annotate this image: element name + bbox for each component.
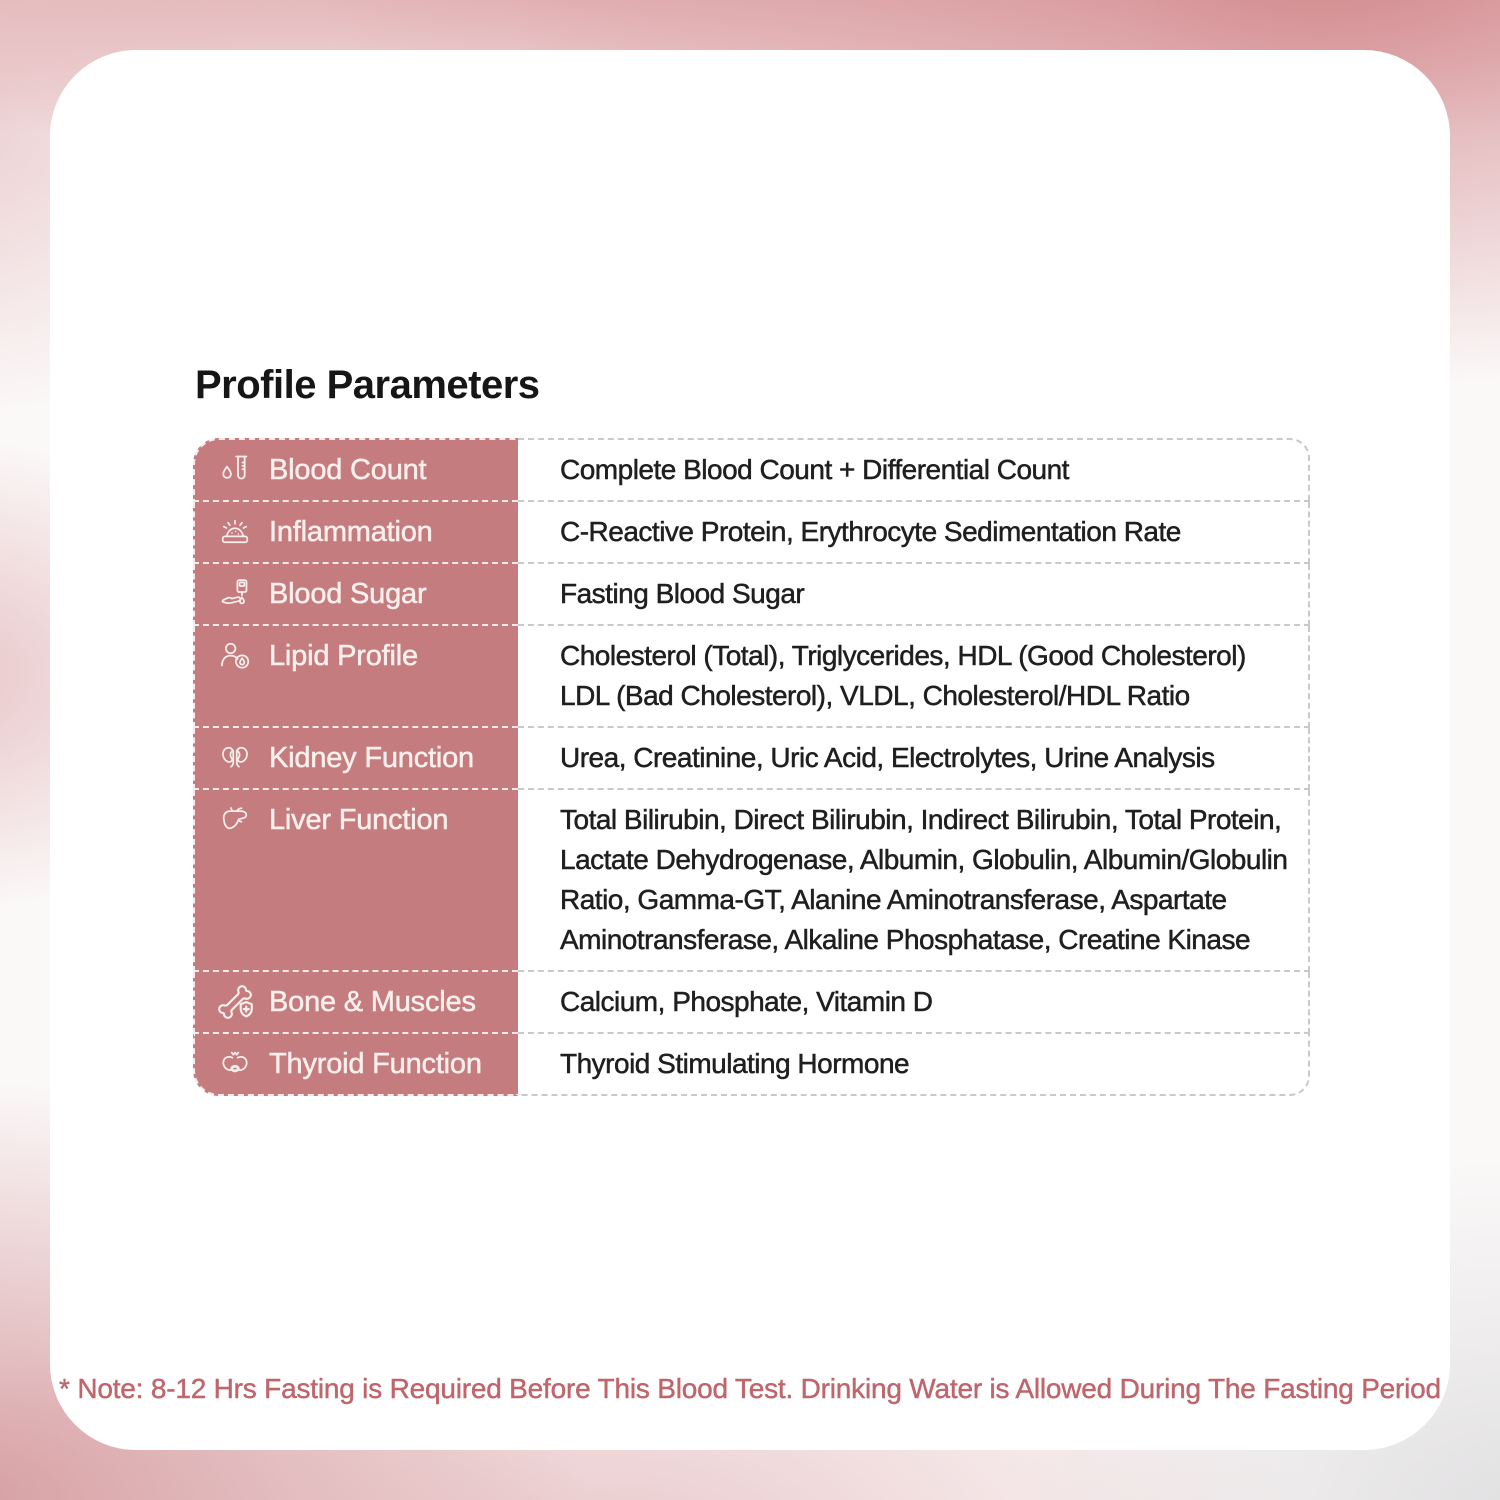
table-row-kidney-function bbox=[193, 728, 1310, 790]
category-description: Complete Blood Count + Differential Count bbox=[560, 454, 1069, 485]
category-label: Liver Function bbox=[269, 804, 449, 836]
person-lipid-icon bbox=[215, 637, 255, 675]
table-row-bone-muscles bbox=[193, 972, 1310, 1034]
category-label: Kidney Function bbox=[269, 742, 474, 774]
category-label: Blood Count bbox=[269, 454, 427, 486]
category-description: Fasting Blood Sugar bbox=[560, 578, 805, 609]
kidneys-icon bbox=[215, 739, 255, 777]
description-cell bbox=[518, 972, 1310, 1034]
category-description: Cholesterol (Total), Triglycerides, HDL (Good Cholesterol) LDL (Bad Cholesterol), VLDL, Cholesterol/HDL Ratio bbox=[560, 640, 1246, 711]
table-row-inflammation bbox=[193, 502, 1310, 564]
category-description: Total Bilirubin, Direct Bilirubin, Indirect Bilirubin, Total Protein, Lactate Dehydrogenase, Albumin, Globulin, Albumin/Globulin Ratio, Gamma-GT, Alanine Aminotransferase, Aspartate Aminotransferase, Alkaline Phosphatase, Creatine Kinase bbox=[560, 804, 1288, 955]
category-cell bbox=[193, 626, 518, 728]
table-row-thyroid-function bbox=[193, 1034, 1310, 1096]
category-cell bbox=[193, 972, 518, 1034]
category-description: C-Reactive Protein, Erythrocyte Sedimentation Rate bbox=[560, 516, 1181, 547]
category-cell bbox=[193, 790, 518, 972]
description-cell bbox=[518, 626, 1310, 728]
category-cell bbox=[193, 502, 518, 564]
inflammation-icon bbox=[215, 513, 255, 551]
category-cell bbox=[193, 728, 518, 790]
category-cell bbox=[193, 564, 518, 626]
category-description: Thyroid Stimulating Hormone bbox=[560, 1048, 910, 1079]
description-cell bbox=[518, 790, 1310, 972]
table-row-blood-count bbox=[193, 438, 1310, 502]
test-tube-icon bbox=[215, 451, 255, 489]
description-cell bbox=[518, 1034, 1310, 1096]
category-label: Lipid Profile bbox=[269, 640, 418, 672]
category-label: Inflammation bbox=[269, 516, 433, 548]
category-description: Calcium, Phosphate, Vitamin D bbox=[560, 986, 933, 1017]
category-label: Blood Sugar bbox=[269, 578, 427, 610]
category-label: Thyroid Function bbox=[269, 1048, 482, 1080]
glucometer-icon bbox=[215, 575, 255, 613]
thyroid-icon bbox=[215, 1045, 255, 1083]
description-cell bbox=[518, 502, 1310, 564]
category-cell bbox=[193, 1034, 518, 1096]
liver-icon bbox=[215, 801, 255, 839]
description-cell bbox=[518, 438, 1310, 502]
parameters-table bbox=[193, 438, 1310, 1096]
page-title: Profile Parameters bbox=[195, 363, 540, 407]
category-description: Urea, Creatinine, Uric Acid, Electrolytes, Urine Analysis bbox=[560, 742, 1215, 773]
description-cell bbox=[518, 564, 1310, 626]
category-label: Bone & Muscles bbox=[269, 986, 476, 1018]
fasting-note: * Note: 8-12 Hrs Fasting is Required Before This Blood Test. Drinking Water is Allowed During The Fasting Period bbox=[59, 1373, 1441, 1404]
table-row-lipid-profile bbox=[193, 626, 1310, 728]
category-cell bbox=[193, 438, 518, 502]
profile-parameters-section bbox=[193, 362, 1310, 1096]
card bbox=[50, 50, 1450, 1450]
table-row-liver-function bbox=[193, 790, 1310, 972]
description-cell bbox=[518, 728, 1310, 790]
bone-shield-icon bbox=[215, 983, 255, 1021]
table-row-blood-sugar bbox=[193, 564, 1310, 626]
